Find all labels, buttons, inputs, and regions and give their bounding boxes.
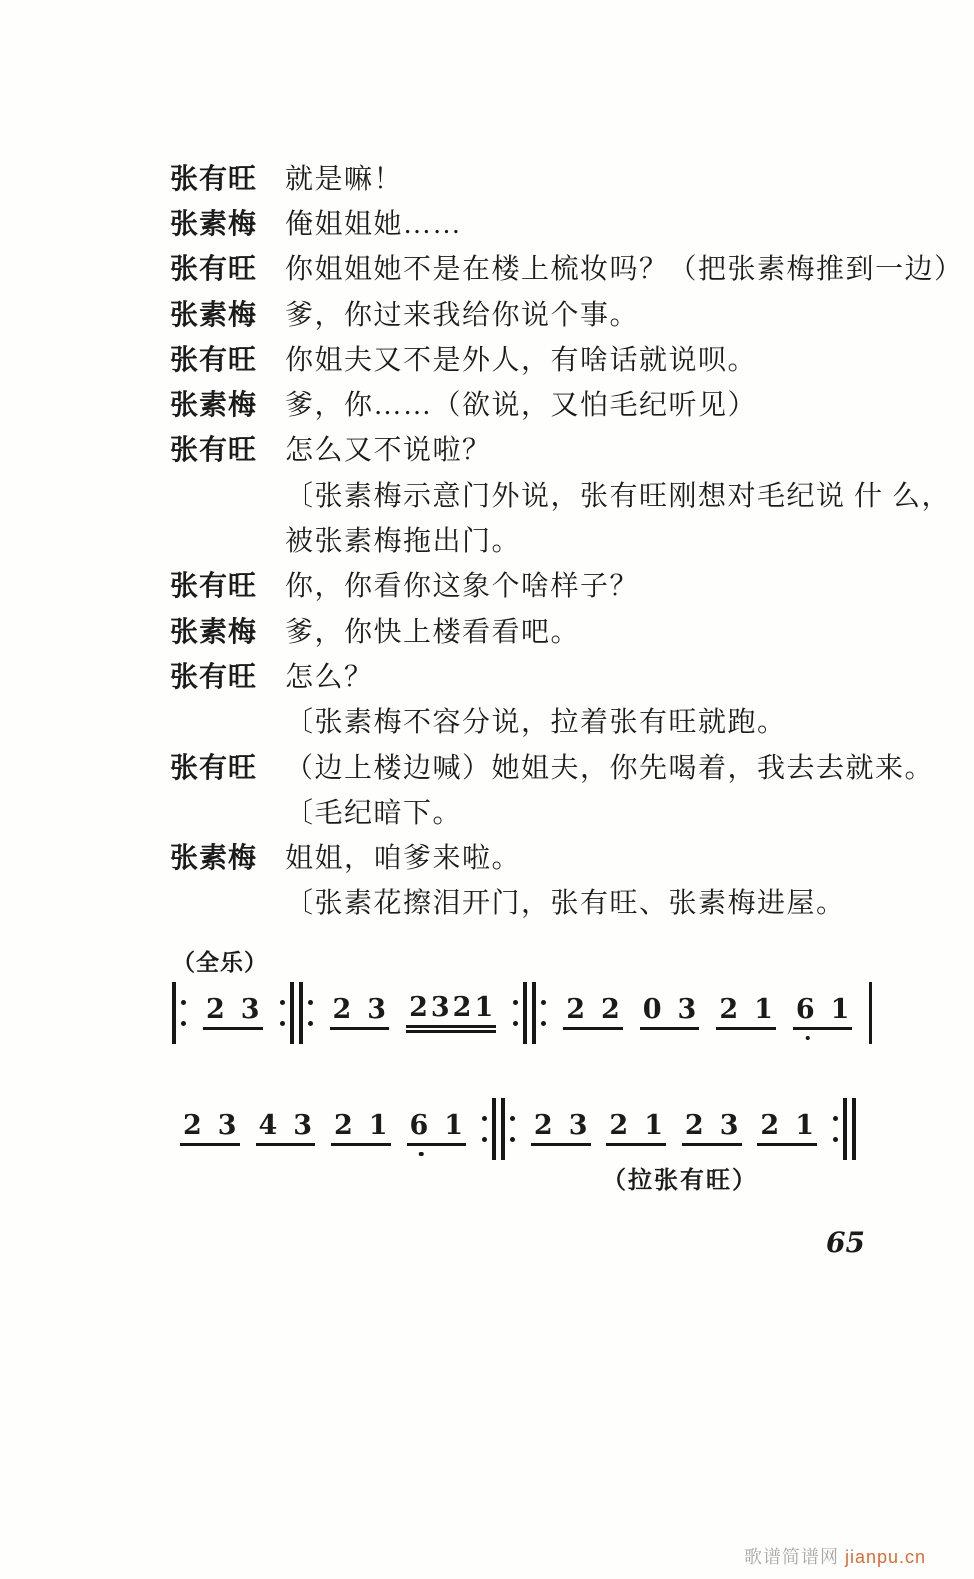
barline-start xyxy=(172,982,186,1044)
stage-direction-row xyxy=(170,519,930,564)
repeat-dots xyxy=(308,1000,313,1026)
note-digit: 6 xyxy=(409,1110,429,1141)
barline-single xyxy=(869,982,872,1044)
stage-direction-text: 〔张素梅不容分说，拉着张有旺就跑。 xyxy=(285,707,787,739)
speaker-name: 张有旺 xyxy=(170,254,258,286)
watermark-site-url: jianpu.cn xyxy=(845,1547,927,1567)
note-digit: 3 xyxy=(293,1110,313,1141)
music-caption: （拉张有旺） xyxy=(602,1168,758,1194)
note-digit: 1 xyxy=(474,991,494,1023)
note-group xyxy=(330,996,390,1030)
dialogue-row xyxy=(170,248,964,293)
note-digit: 3 xyxy=(430,991,450,1023)
note-digit: 1 xyxy=(830,994,850,1025)
note-group xyxy=(563,996,623,1030)
speaker-name: 张有旺 xyxy=(170,344,258,376)
note-digit: 2 xyxy=(760,1110,780,1141)
note-digit: 3 xyxy=(217,1110,237,1141)
dialogue-text: 你，你看你这象个啥样子？ xyxy=(285,571,640,603)
watermark-site-name: 歌谱简谱网 xyxy=(744,1547,839,1567)
barline-end xyxy=(833,1098,856,1160)
repeat-dots xyxy=(280,1000,285,1026)
note-digit: 3 xyxy=(568,1110,588,1141)
note-group xyxy=(793,996,853,1030)
note-group xyxy=(331,1112,391,1146)
speaker-name: 张素梅 xyxy=(170,299,258,331)
speaker-name: 张有旺 xyxy=(170,661,258,693)
dialogue-text: 俺姐姐她…… xyxy=(285,208,463,240)
note-group xyxy=(256,1112,316,1146)
dialogue-text: 姐姐，咱爹来啦。 xyxy=(285,843,522,875)
note-group xyxy=(203,996,263,1030)
speaker-name: 张有旺 xyxy=(170,435,258,467)
dialogue-row xyxy=(170,565,930,610)
note-digit: 2 xyxy=(600,994,620,1025)
note-digit: 4 xyxy=(258,1110,278,1141)
note-digit: 1 xyxy=(644,1110,663,1141)
barline-double xyxy=(482,1098,515,1160)
note-group xyxy=(406,991,496,1033)
dialogue-text: 爹，你过来我给你说个事。 xyxy=(285,299,640,331)
repeat-dots xyxy=(513,1000,518,1026)
stage-direction-text: 〔毛纪暗下。 xyxy=(285,797,463,829)
watermark xyxy=(744,1543,926,1569)
speaker-name: 张素梅 xyxy=(170,616,258,648)
note-digit: 2 xyxy=(183,1110,202,1141)
music-line-1 xyxy=(172,980,872,1046)
note-digit: 1 xyxy=(754,994,773,1025)
stage-direction-text: 〔张素梅示意门外说，张有旺刚想对毛纪说 什 么， xyxy=(285,480,952,512)
stage-direction-text: 被张素梅拖出门。 xyxy=(285,526,522,558)
dialogue-row xyxy=(170,746,935,791)
dialogue-text: 怎么又不说啦？ xyxy=(285,435,492,467)
repeat-dots xyxy=(833,1116,838,1142)
dialogue-row xyxy=(170,293,930,338)
note-digit: 3 xyxy=(719,1110,739,1141)
stage-direction-row xyxy=(170,882,930,927)
note-digit: 2 xyxy=(719,994,739,1025)
repeat-dots xyxy=(541,1000,546,1026)
dialogue-text: 爹，你快上楼看看吧。 xyxy=(285,616,581,648)
note-digit: 6 xyxy=(795,994,815,1025)
dialogue-text: 怎么？ xyxy=(285,661,374,693)
note-digit: 2 xyxy=(332,994,352,1025)
note-group xyxy=(640,996,700,1030)
page-number: 65 xyxy=(826,1226,865,1259)
note-digit: 2 xyxy=(334,1110,353,1141)
stage-direction-row xyxy=(170,701,930,746)
note-digit: 3 xyxy=(240,994,260,1025)
stage-direction-text: 〔张素花擦泪开门，张有旺、张素梅进屋。 xyxy=(285,888,846,920)
note-digit: 2 xyxy=(205,994,225,1025)
note-group xyxy=(682,1112,742,1146)
dialogue-row xyxy=(170,655,930,700)
note-digit: 2 xyxy=(409,991,428,1023)
note-digit: 2 xyxy=(684,1110,704,1141)
repeat-dots xyxy=(482,1116,487,1142)
note-digit: 3 xyxy=(367,994,387,1025)
note-digit: 2 xyxy=(566,994,585,1025)
dialogue-text: 就是嘛！ xyxy=(285,163,404,195)
note-digit: 0 xyxy=(642,994,662,1025)
note-group xyxy=(180,1112,240,1146)
dialogue-row xyxy=(170,836,930,881)
note-group xyxy=(716,996,776,1030)
note-digit: 2 xyxy=(609,1110,629,1141)
speaker-name: 张有旺 xyxy=(170,163,258,195)
dialogue-row xyxy=(170,383,930,428)
repeat-dots xyxy=(181,1000,186,1026)
dialogue-row xyxy=(170,202,930,247)
note-group xyxy=(407,1112,467,1146)
repeat-dots xyxy=(510,1116,515,1142)
speaker-name: 张有旺 xyxy=(170,571,258,603)
barline-double xyxy=(513,982,546,1044)
dialogue-row xyxy=(170,610,930,655)
note-digit: 2 xyxy=(452,991,472,1023)
dialogue-list xyxy=(170,157,964,927)
note-group xyxy=(531,1112,591,1146)
music-section-label: （全乐） xyxy=(172,950,268,975)
dialogue-text: 你姐姐她不是在楼上梳妆吗？（把张素梅推到一边） xyxy=(285,254,964,286)
stage-direction-row xyxy=(170,791,930,836)
dialogue-text: （边上楼边喊）她姐夫，你先喝着，我去去就来。 xyxy=(285,752,935,784)
note-digit: 3 xyxy=(677,994,697,1025)
dialogue-row xyxy=(170,157,930,202)
dialogue-row xyxy=(170,338,930,383)
dialogue-row xyxy=(170,429,930,474)
low-octave-dot xyxy=(419,1152,424,1157)
speaker-name: 张素梅 xyxy=(170,843,258,875)
note-group xyxy=(757,1112,817,1146)
speaker-name: 张素梅 xyxy=(170,208,258,240)
low-octave-dot xyxy=(806,1036,811,1041)
barline-double xyxy=(280,982,313,1044)
note-group xyxy=(606,1112,666,1146)
speaker-name: 张有旺 xyxy=(170,752,258,784)
dialogue-text: 爹，你……（欲说，又怕毛纪听见） xyxy=(285,390,758,422)
music-line-2 xyxy=(180,1096,856,1162)
note-digit: 1 xyxy=(795,1110,814,1141)
note-digit: 2 xyxy=(533,1110,553,1141)
stage-direction-row xyxy=(170,474,952,519)
speaker-name: 张素梅 xyxy=(170,390,258,422)
note-digit: 1 xyxy=(444,1110,464,1141)
note-digit: 1 xyxy=(368,1110,388,1141)
dialogue-text: 你姐夫又不是外人，有啥话就说呗。 xyxy=(285,344,758,376)
